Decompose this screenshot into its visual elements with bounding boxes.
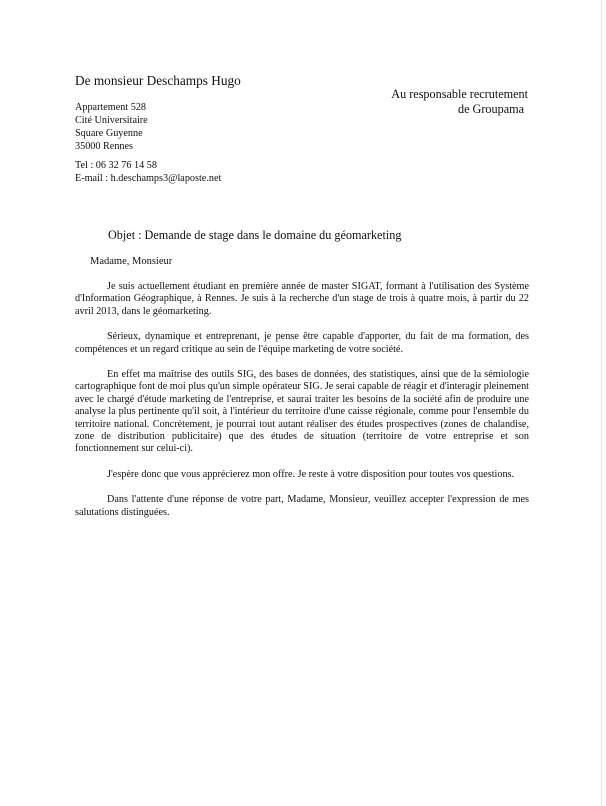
- body-paragraph: J'espère donc que vous apprécierez mon offre. Je reste à votre disposition pour toutes vos questions.: [107, 468, 515, 480]
- body-paragraph: Sérieux, dynamique et entreprenant, je pense être capable d'apporter, du fait de ma formation, des compétences et un regard critique au sein de l'équipe marketing de votre société.: [75, 331, 529, 355]
- recipient-block: [340, 87, 528, 117]
- address-line: Square Guyenne: [75, 128, 143, 139]
- letter-body: [75, 281, 529, 532]
- subject-line: Objet : Demande de stage dans le domaine du géomarketing: [108, 228, 402, 242]
- body-paragraph: En effet ma maîtrise des outils SIG, des bases de données, des statistiques, ainsi que de la sémiologie cartographique font de moi plus qu'un simple opérateur SIG. Je serai capable de réagir et d'interagir pleinement avec le chargé d'étude marketing de l'entreprise, et saurai traiter les besoins de la société afin de produire une analyse la plus pertinente qu'il soit, à l'intérieur du territoire d'une caisse régionale, comme pour l'ensemble du territoire national. Concrètement, je pourrai tout autant réaliser des études prospectives (zones de chalandise, zone de distribution publicitaire) que des études de situation (territoire de votre entreprise et son fonctionnement sur celui-ci).: [75, 369, 529, 455]
- address-line: Appartement 528: [75, 102, 147, 113]
- address-line: 35000 Rennes: [75, 141, 134, 152]
- sender-name: De monsieur Deschamps Hugo: [75, 73, 241, 88]
- body-paragraph: Je suis actuellement étudiant en première année de master SIGAT, formant à l'utilisation des Système d'Information Géographique, à Rennes. Je suis à la recherche d'un stage de trois à quatre mois, à partir du 22 avril 2013, dans le géomarketing.: [75, 281, 529, 317]
- recipient-line: de Groupama: [458, 102, 524, 116]
- sender-contact: [75, 159, 221, 185]
- body-paragraph: Dans l'attente d'une réponse de votre part, Madame, Monsieur, veuillez accepter l'expression de mes salutations distinguées.: [75, 494, 529, 518]
- recipient-line: Au responsable recrutement: [391, 87, 528, 101]
- sender-address: [75, 101, 148, 153]
- sender-phone: Tel : 06 32 76 14 58: [75, 160, 157, 171]
- salutation: Madame, Monsieur: [90, 256, 173, 267]
- sender-email: E-mail : h.deschamps3@laposte.net: [75, 173, 222, 184]
- address-line: Cité Universitaire: [75, 115, 148, 126]
